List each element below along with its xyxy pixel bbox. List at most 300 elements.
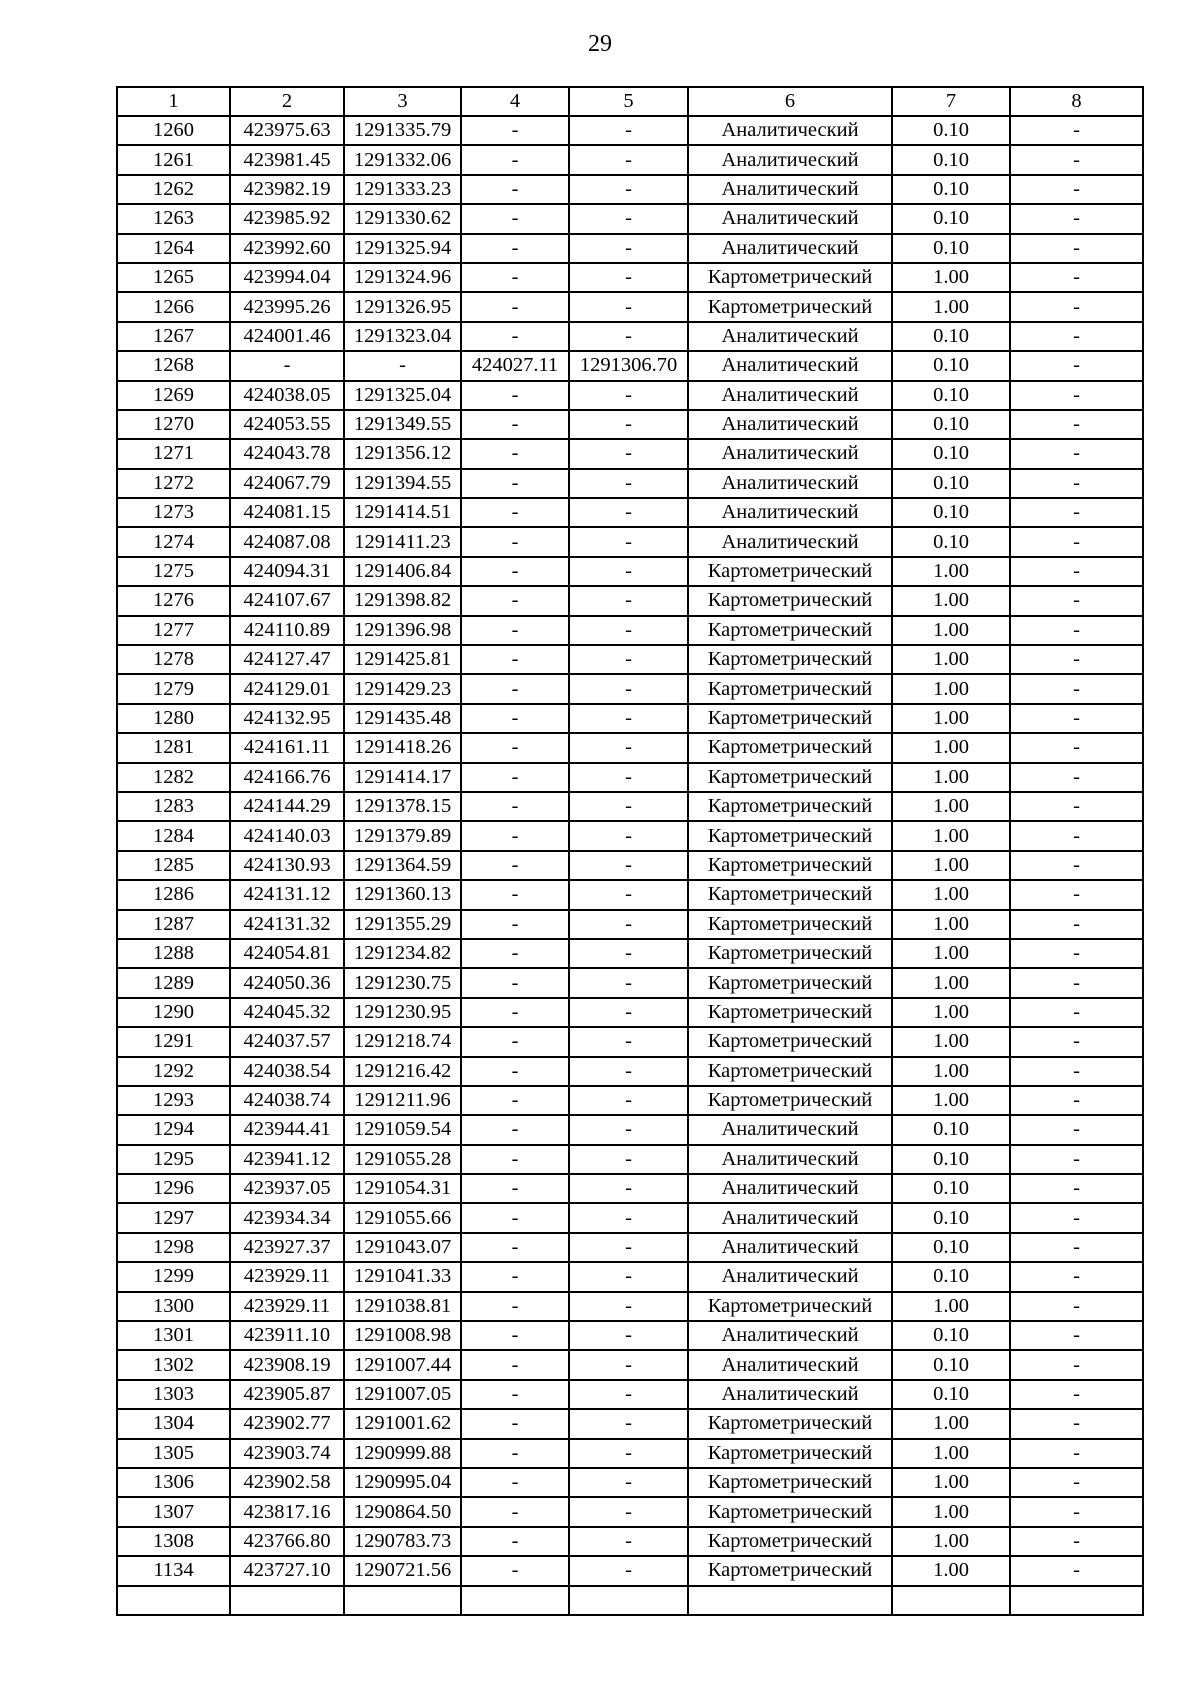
- table-cell-col4: -: [461, 1115, 569, 1144]
- table-cell-col1: 1307: [117, 1497, 230, 1526]
- table-row: [117, 586, 1143, 615]
- table-cell-col1: 1271: [117, 439, 230, 468]
- table-cell-col2: 423817.16: [230, 1497, 344, 1526]
- table-cell-col1: 1264: [117, 234, 230, 263]
- table-cell-col2: 424053.55: [230, 410, 344, 439]
- table-cell-col2: 424144.29: [230, 792, 344, 821]
- table-cell-col1: 1270: [117, 410, 230, 439]
- table-cell-col2: 423992.60: [230, 234, 344, 263]
- table-cell-col1: 1300: [117, 1292, 230, 1321]
- table-cell-col8: -: [1010, 204, 1143, 233]
- table-cell-col3: 1291007.44: [344, 1350, 461, 1379]
- table-cell-col4: -: [461, 145, 569, 174]
- table-cell-col5: -: [569, 880, 688, 909]
- table-row: [117, 1145, 1143, 1174]
- table-row: [117, 439, 1143, 468]
- table-cell-col2: 424038.74: [230, 1086, 344, 1115]
- table-cell-col6: Аналитический: [688, 1115, 892, 1144]
- table-cell-col4: -: [461, 1497, 569, 1526]
- table-cell-col5: -: [569, 1527, 688, 1556]
- table-cell-col3: 1290721.56: [344, 1556, 461, 1585]
- table-cell-col5: -: [569, 116, 688, 145]
- table-cell-col4: -: [461, 1350, 569, 1379]
- table-cell-col8: -: [1010, 1233, 1143, 1262]
- table-cell-col1: 1281: [117, 733, 230, 762]
- table-row: [117, 910, 1143, 939]
- table-cell-col3: 1291323.04: [344, 322, 461, 351]
- table-cell-col8: -: [1010, 527, 1143, 556]
- table-cell-col8: -: [1010, 1321, 1143, 1350]
- table-row: [117, 351, 1143, 380]
- table-cell-col2: 423994.04: [230, 263, 344, 292]
- table-row: [117, 1203, 1143, 1232]
- table-cell-col7: 0.10: [892, 498, 1010, 527]
- table-cell-col4: -: [461, 1439, 569, 1468]
- table-cell-col3: 1291211.96: [344, 1086, 461, 1115]
- table-cell-col3: 1291418.26: [344, 733, 461, 762]
- table-cell-col7: 1.00: [892, 557, 1010, 586]
- column-header-7: 7: [892, 87, 1010, 116]
- table-cell-col6: Аналитический: [688, 116, 892, 145]
- table-cell-col5: -: [569, 498, 688, 527]
- table-cell-col2: 424050.36: [230, 968, 344, 997]
- table-row: [117, 1556, 1143, 1585]
- table-cell-col8: -: [1010, 968, 1143, 997]
- table-cell-col8: -: [1010, 1292, 1143, 1321]
- table-cell-col3: 1291414.51: [344, 498, 461, 527]
- table-cell-col5: -: [569, 792, 688, 821]
- table-cell-col3: 1291059.54: [344, 1115, 461, 1144]
- table-cell-col8: -: [1010, 1057, 1143, 1086]
- table-cell-col1: 1291: [117, 1027, 230, 1056]
- table-cell-col2: -: [230, 351, 344, 380]
- table-cell-col6: Картометрический: [688, 998, 892, 1027]
- table-row: [117, 968, 1143, 997]
- table-row: [117, 116, 1143, 145]
- table-cell-col1: 1134: [117, 1556, 230, 1585]
- table-cell-col5: -: [569, 1556, 688, 1585]
- table-cell-col8: -: [1010, 1380, 1143, 1409]
- table-cell-col8: -: [1010, 1115, 1143, 1144]
- table-cell-col4: -: [461, 469, 569, 498]
- table-cell-col5: -: [569, 1497, 688, 1526]
- table-cell-col3: 1291218.74: [344, 1027, 461, 1056]
- table-cell-empty: [230, 1586, 344, 1615]
- table-cell-col2: 424038.54: [230, 1057, 344, 1086]
- table-cell-col2: 423934.34: [230, 1203, 344, 1232]
- table-cell-col2: 424067.79: [230, 469, 344, 498]
- table-row: [117, 1321, 1143, 1350]
- table-cell-col5: -: [569, 1174, 688, 1203]
- table-cell-col3: 1291356.12: [344, 439, 461, 468]
- table-cell-col4: -: [461, 733, 569, 762]
- table-cell-col6: Аналитический: [688, 234, 892, 263]
- table-cell-col3: 1291054.31: [344, 1174, 461, 1203]
- table-cell-col1: 1286: [117, 880, 230, 909]
- table-cell-col5: -: [569, 469, 688, 498]
- table-cell-col5: -: [569, 998, 688, 1027]
- table-cell-col8: -: [1010, 792, 1143, 821]
- table-cell-col4: -: [461, 1233, 569, 1262]
- table-cell-col6: Картометрический: [688, 821, 892, 850]
- table-cell-col1: 1306: [117, 1468, 230, 1497]
- table-cell-col8: -: [1010, 351, 1143, 380]
- table-cell-col3: 1291055.66: [344, 1203, 461, 1232]
- table-row: [117, 410, 1143, 439]
- table-cell-col3: 1291333.23: [344, 175, 461, 204]
- table-cell-col4: -: [461, 1086, 569, 1115]
- table-cell-col6: Аналитический: [688, 381, 892, 410]
- table-cell-col8: -: [1010, 145, 1143, 174]
- table-cell-col5: -: [569, 1380, 688, 1409]
- table-cell-col4: -: [461, 1409, 569, 1438]
- table-cell-col4: -: [461, 292, 569, 321]
- table-cell-col6: Аналитический: [688, 410, 892, 439]
- table-cell-col1: 1267: [117, 322, 230, 351]
- table-cell-col4: -: [461, 234, 569, 263]
- table-cell-col7: 1.00: [892, 1497, 1010, 1526]
- table-cell-col3: 1290864.50: [344, 1497, 461, 1526]
- table-cell-col7: 1.00: [892, 1027, 1010, 1056]
- table-cell-col6: Аналитический: [688, 322, 892, 351]
- table-cell-col8: -: [1010, 1527, 1143, 1556]
- table-cell-col6: Картометрический: [688, 1556, 892, 1585]
- table-cell-col4: -: [461, 1145, 569, 1174]
- table-cell-col7: 1.00: [892, 880, 1010, 909]
- table-cell-col5: -: [569, 968, 688, 997]
- table-row: [117, 1262, 1143, 1291]
- table-cell-col3: 1290995.04: [344, 1468, 461, 1497]
- table-row: [117, 704, 1143, 733]
- table-cell-col5: 1291306.70: [569, 351, 688, 380]
- column-header-2: 2: [230, 87, 344, 116]
- table-cell-col6: Картометрический: [688, 1027, 892, 1056]
- table-cell-col1: 1266: [117, 292, 230, 321]
- table-cell-col5: -: [569, 616, 688, 645]
- table-cell-col6: Аналитический: [688, 175, 892, 204]
- table-row: [117, 645, 1143, 674]
- table-cell-col5: -: [569, 234, 688, 263]
- table-cell-col3: -: [344, 351, 461, 380]
- table-cell-col1: 1272: [117, 469, 230, 498]
- table-cell-col3: 1291216.42: [344, 1057, 461, 1086]
- table-cell-col3: 1291435.48: [344, 704, 461, 733]
- table-cell-col6: Аналитический: [688, 1350, 892, 1379]
- table-cell-col3: 1291008.98: [344, 1321, 461, 1350]
- table-cell-col6: Аналитический: [688, 527, 892, 556]
- table-cell-col1: 1302: [117, 1350, 230, 1379]
- table-cell-col7: 1.00: [892, 292, 1010, 321]
- table-cell-col8: -: [1010, 880, 1143, 909]
- table-cell-col3: 1291411.23: [344, 527, 461, 556]
- table-cell-col6: Аналитический: [688, 351, 892, 380]
- table-cell-col1: 1275: [117, 557, 230, 586]
- table-cell-col7: 0.10: [892, 1203, 1010, 1232]
- table-cell-empty: [461, 1586, 569, 1615]
- table-cell-col5: -: [569, 1439, 688, 1468]
- table-cell-col1: 1295: [117, 1145, 230, 1174]
- table-cell-col1: 1294: [117, 1115, 230, 1144]
- table-cell-col2: 424094.31: [230, 557, 344, 586]
- table-cell-col3: 1290783.73: [344, 1527, 461, 1556]
- table-cell-col2: 424087.08: [230, 527, 344, 556]
- table-cell-col7: 1.00: [892, 998, 1010, 1027]
- table-cell-col4: -: [461, 410, 569, 439]
- table-cell-col6: Аналитический: [688, 1380, 892, 1409]
- table-cell-col7: 1.00: [892, 645, 1010, 674]
- table-cell-col5: -: [569, 322, 688, 351]
- table-cell-col3: 1291326.95: [344, 292, 461, 321]
- table-cell-col4: -: [461, 1380, 569, 1409]
- table-cell-col8: -: [1010, 439, 1143, 468]
- table-cell-empty: [1010, 1586, 1143, 1615]
- table-cell-col7: 0.10: [892, 175, 1010, 204]
- table-cell-col8: -: [1010, 1027, 1143, 1056]
- table-cell-col5: -: [569, 586, 688, 615]
- table-cell-col1: 1274: [117, 527, 230, 556]
- table-cell-col3: 1291324.96: [344, 263, 461, 292]
- table-cell-col6: Картометрический: [688, 674, 892, 703]
- table-cell-col8: -: [1010, 175, 1143, 204]
- table-cell-col7: 1.00: [892, 792, 1010, 821]
- table-cell-empty: [569, 1586, 688, 1615]
- table-cell-col5: -: [569, 204, 688, 233]
- table-cell-col2: 423944.41: [230, 1115, 344, 1144]
- coordinates-table: [116, 86, 1144, 1616]
- table-cell-col4: -: [461, 910, 569, 939]
- table-cell-col7: 0.10: [892, 1233, 1010, 1262]
- table-cell-col2: 423941.12: [230, 1145, 344, 1174]
- table-cell-col7: 1.00: [892, 939, 1010, 968]
- table-cell-col6: Картометрический: [688, 586, 892, 615]
- table-cell-col2: 423905.87: [230, 1380, 344, 1409]
- table-cell-col5: -: [569, 1027, 688, 1056]
- table-cell-col8: -: [1010, 116, 1143, 145]
- table-cell-col7: 0.10: [892, 351, 1010, 380]
- table-cell-empty: [688, 1586, 892, 1615]
- table-row: [117, 1350, 1143, 1379]
- table-cell-col4: -: [461, 1027, 569, 1056]
- table-cell-col7: 0.10: [892, 1174, 1010, 1203]
- table-cell-col1: 1287: [117, 910, 230, 939]
- table-cell-col7: 0.10: [892, 410, 1010, 439]
- table-cell-col7: 1.00: [892, 968, 1010, 997]
- table-cell-col7: 1.00: [892, 1409, 1010, 1438]
- table-cell-col6: Аналитический: [688, 1174, 892, 1203]
- table-row: [117, 1439, 1143, 1468]
- table-cell-col3: 1291349.55: [344, 410, 461, 439]
- column-header-8: 8: [1010, 87, 1143, 116]
- table-cell-col8: -: [1010, 1262, 1143, 1291]
- table-cell-col8: -: [1010, 674, 1143, 703]
- table-cell-col5: -: [569, 1086, 688, 1115]
- table-row: [117, 998, 1143, 1027]
- table-cell-col3: 1291001.62: [344, 1409, 461, 1438]
- table-cell-col4: -: [461, 616, 569, 645]
- table-cell-col2: 424131.12: [230, 880, 344, 909]
- table-cell-col4: -: [461, 821, 569, 850]
- table-cell-col2: 423995.26: [230, 292, 344, 321]
- table-cell-col6: Картометрический: [688, 1057, 892, 1086]
- table-cell-col2: 423903.74: [230, 1439, 344, 1468]
- table-row: [117, 204, 1143, 233]
- table-cell-col7: 1.00: [892, 733, 1010, 762]
- table-cell-col4: -: [461, 175, 569, 204]
- table-cell-col6: Картометрический: [688, 1292, 892, 1321]
- table-cell-col7: 0.10: [892, 1115, 1010, 1144]
- table-cell-col1: 1297: [117, 1203, 230, 1232]
- table-row: [117, 821, 1143, 850]
- table-cell-col8: -: [1010, 292, 1143, 321]
- table-row: [117, 1527, 1143, 1556]
- table-cell-col4: -: [461, 1203, 569, 1232]
- table-cell-col2: 424129.01: [230, 674, 344, 703]
- table-row: [117, 469, 1143, 498]
- table-cell-col1: 1273: [117, 498, 230, 527]
- table-cell-col4: -: [461, 1262, 569, 1291]
- table-cell-col1: 1268: [117, 351, 230, 380]
- table-row: [117, 851, 1143, 880]
- table-cell-col5: -: [569, 674, 688, 703]
- table-cell-col4: -: [461, 1174, 569, 1203]
- table-cell-col4: -: [461, 204, 569, 233]
- table-cell-col6: Аналитический: [688, 498, 892, 527]
- table-cell-col5: -: [569, 1409, 688, 1438]
- table-cell-col6: Картометрический: [688, 1439, 892, 1468]
- table-row: [117, 792, 1143, 821]
- table-cell-col5: -: [569, 763, 688, 792]
- table-row: [117, 1468, 1143, 1497]
- table-cell-col1: 1301: [117, 1321, 230, 1350]
- table-cell-col8: -: [1010, 469, 1143, 498]
- table-cell-col6: Аналитический: [688, 145, 892, 174]
- table-cell-col5: -: [569, 1468, 688, 1497]
- table-cell-col8: -: [1010, 586, 1143, 615]
- table-row: [117, 1497, 1143, 1526]
- table-cell-col8: -: [1010, 1350, 1143, 1379]
- table-cell-col5: -: [569, 1115, 688, 1144]
- table-cell-col6: Картометрический: [688, 292, 892, 321]
- table-cell-col8: -: [1010, 1497, 1143, 1526]
- table-cell-col6: Картометрический: [688, 880, 892, 909]
- table-cell-col1: 1269: [117, 381, 230, 410]
- table-cell-col4: -: [461, 1057, 569, 1086]
- table-cell-col5: -: [569, 175, 688, 204]
- table-row: [117, 145, 1143, 174]
- table-row: [117, 381, 1143, 410]
- table-cell-col2: 423937.05: [230, 1174, 344, 1203]
- table-cell-col1: 1288: [117, 939, 230, 968]
- table-cell-col2: 424037.57: [230, 1027, 344, 1056]
- table-cell-col2: 424161.11: [230, 733, 344, 762]
- table-cell-col8: -: [1010, 1468, 1143, 1497]
- table-row-empty: [117, 1586, 1143, 1615]
- table-cell-col5: -: [569, 1145, 688, 1174]
- table-cell-col6: Аналитический: [688, 469, 892, 498]
- table-cell-col3: 1291355.29: [344, 910, 461, 939]
- table-cell-col8: -: [1010, 851, 1143, 880]
- table-cell-col4: -: [461, 1468, 569, 1497]
- table-row: [117, 263, 1143, 292]
- table-row: [117, 763, 1143, 792]
- table-cell-col3: 1291364.59: [344, 851, 461, 880]
- table-cell-col7: 0.10: [892, 145, 1010, 174]
- table-cell-empty: [344, 1586, 461, 1615]
- table-row: [117, 1292, 1143, 1321]
- table-cell-col1: 1276: [117, 586, 230, 615]
- table-cell-col3: 1291038.81: [344, 1292, 461, 1321]
- table-row: [117, 880, 1143, 909]
- table-cell-col7: 1.00: [892, 1086, 1010, 1115]
- table-cell-col3: 1291360.13: [344, 880, 461, 909]
- table-cell-col1: 1282: [117, 763, 230, 792]
- table-cell-col2: 424043.78: [230, 439, 344, 468]
- table-cell-col2: 424132.95: [230, 704, 344, 733]
- table-cell-col3: 1291041.33: [344, 1262, 461, 1291]
- table-cell-col7: 1.00: [892, 1057, 1010, 1086]
- table-cell-col1: 1285: [117, 851, 230, 880]
- table-cell-col5: -: [569, 381, 688, 410]
- table-row: [117, 322, 1143, 351]
- table-cell-col8: -: [1010, 263, 1143, 292]
- table-cell-col2: 423929.11: [230, 1262, 344, 1291]
- table-row: [117, 1233, 1143, 1262]
- table-cell-col6: Аналитический: [688, 1321, 892, 1350]
- table-cell-col1: 1280: [117, 704, 230, 733]
- table-cell-col5: -: [569, 263, 688, 292]
- table-cell-col6: Картометрический: [688, 1497, 892, 1526]
- table-cell-col4: 424027.11: [461, 351, 569, 380]
- table-cell-col7: 1.00: [892, 263, 1010, 292]
- table-cell-col4: -: [461, 263, 569, 292]
- table-cell-col5: -: [569, 292, 688, 321]
- table-cell-col1: 1283: [117, 792, 230, 821]
- table-cell-col3: 1291330.62: [344, 204, 461, 233]
- table-cell-col7: 1.00: [892, 821, 1010, 850]
- table-cell-col2: 423982.19: [230, 175, 344, 204]
- table-cell-col3: 1291325.94: [344, 234, 461, 263]
- table-cell-col8: -: [1010, 322, 1143, 351]
- table-cell-col8: -: [1010, 498, 1143, 527]
- table-cell-col2: 424054.81: [230, 939, 344, 968]
- table-cell-col4: -: [461, 645, 569, 674]
- table-cell-col4: -: [461, 116, 569, 145]
- table-cell-col3: 1291234.82: [344, 939, 461, 968]
- table-row: [117, 1409, 1143, 1438]
- table-cell-col1: 1299: [117, 1262, 230, 1291]
- table-cell-col2: 423929.11: [230, 1292, 344, 1321]
- table-cell-col2: 424140.03: [230, 821, 344, 850]
- table-cell-col7: 0.10: [892, 439, 1010, 468]
- table-cell-col8: -: [1010, 1086, 1143, 1115]
- table-row: [117, 292, 1143, 321]
- table-cell-col2: 424166.76: [230, 763, 344, 792]
- table-cell-col7: 0.10: [892, 1380, 1010, 1409]
- table-cell-col6: Картометрический: [688, 704, 892, 733]
- table-cell-col2: 423975.63: [230, 116, 344, 145]
- table-cell-col4: -: [461, 939, 569, 968]
- table-row: [117, 1115, 1143, 1144]
- table-cell-col5: -: [569, 1292, 688, 1321]
- table-cell-col8: -: [1010, 733, 1143, 762]
- table-row: [117, 527, 1143, 556]
- table-cell-col7: 1.00: [892, 1527, 1010, 1556]
- table-cell-col2: 424110.89: [230, 616, 344, 645]
- table-cell-col6: Картометрический: [688, 1468, 892, 1497]
- table-cell-col6: Картометрический: [688, 939, 892, 968]
- table-cell-col5: -: [569, 910, 688, 939]
- table-cell-col2: 423927.37: [230, 1233, 344, 1262]
